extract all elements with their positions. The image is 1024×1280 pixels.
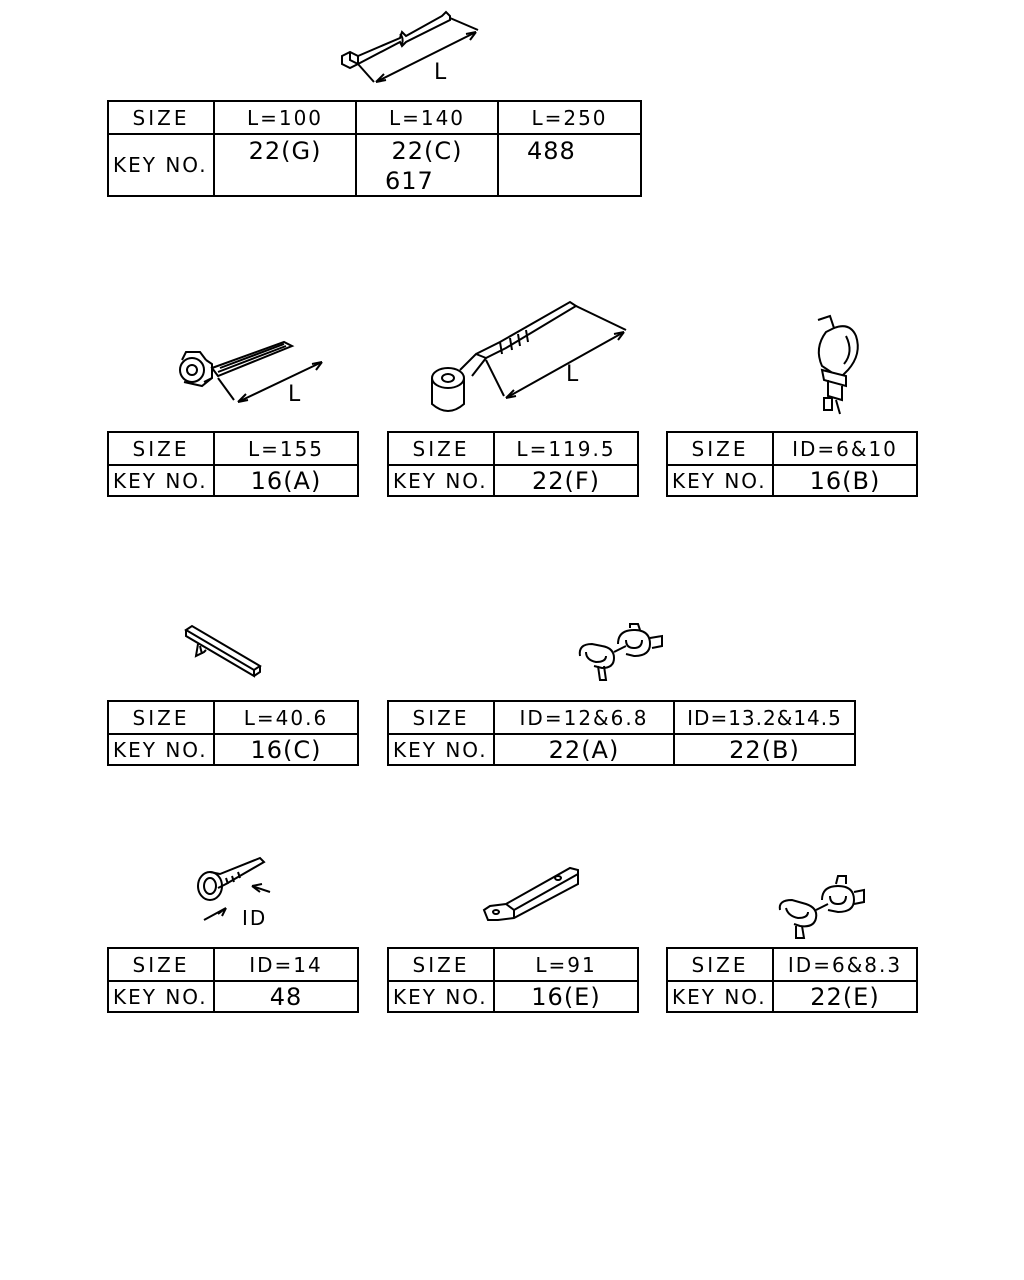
- key-number: 22(A): [494, 734, 674, 765]
- key-no-header: KEY NO.: [108, 981, 214, 1012]
- key-no-header: KEY NO.: [388, 465, 494, 496]
- key-number: 16(C): [214, 734, 358, 765]
- spec-table-p1: [107, 100, 642, 197]
- spec-table-p6: [387, 700, 856, 766]
- key-number-extra: 617: [385, 167, 434, 195]
- size-value: L=250: [498, 101, 641, 134]
- key-number: 16(A): [214, 465, 358, 496]
- length-dimension-label: L: [288, 382, 301, 407]
- size-value: L=91: [494, 948, 638, 981]
- key-number: 22(F): [494, 465, 638, 496]
- key-number: 48: [214, 981, 358, 1012]
- spec-table-p4: [666, 431, 918, 497]
- key-number: 16(E): [494, 981, 638, 1012]
- size-header: SIZE: [108, 432, 214, 465]
- size-value: L=155: [214, 432, 358, 465]
- size-value: ID=14: [214, 948, 358, 981]
- size-value: L=100: [214, 101, 356, 134]
- size-value: L=119.5: [494, 432, 638, 465]
- key-number: 488: [498, 134, 641, 196]
- key-no-header: KEY NO.: [108, 134, 214, 196]
- key-no-header: KEY NO.: [667, 465, 773, 496]
- size-value: L=140: [356, 101, 498, 134]
- size-header: SIZE: [108, 101, 214, 134]
- cable-tie-mount-icon: [420, 296, 634, 420]
- spec-table-p8: [387, 947, 639, 1013]
- inner-diameter-dimension-label: ID: [242, 906, 268, 930]
- key-number: 22(C): [391, 137, 463, 165]
- size-header: SIZE: [388, 432, 494, 465]
- spec-table-p2: [107, 431, 359, 497]
- length-dimension-label: L: [434, 60, 447, 85]
- spec-table-p5: [107, 700, 359, 766]
- pipe-clamp-icon: [776, 872, 868, 940]
- size-header: SIZE: [667, 948, 773, 981]
- key-number: 22(E): [773, 981, 917, 1012]
- size-value: ID=12&6.8: [494, 701, 674, 734]
- key-number: 22(G): [214, 134, 356, 196]
- key-no-header: KEY NO.: [388, 734, 494, 765]
- key-number: 22(B): [674, 734, 855, 765]
- spec-table-p9: [666, 947, 918, 1013]
- hose-clip-icon: [190, 852, 280, 932]
- band-clip-icon: [182, 622, 264, 680]
- key-no-header: KEY NO.: [388, 981, 494, 1012]
- size-value: L=40.6: [214, 701, 358, 734]
- size-value: ID=13.2&14.5: [674, 701, 855, 734]
- spec-table-p7: [107, 947, 359, 1013]
- spec-table-p3: [387, 431, 639, 497]
- key-cell: [356, 134, 498, 196]
- flat-bracket-icon: [480, 864, 584, 926]
- size-value: ID=6&8.3: [773, 948, 917, 981]
- size-header: SIZE: [108, 701, 214, 734]
- cable-tie-icon: [330, 4, 490, 90]
- size-value: ID=6&10: [773, 432, 917, 465]
- size-header: SIZE: [667, 432, 773, 465]
- cable-tie-clamp-icon: [172, 338, 332, 410]
- size-header: SIZE: [388, 701, 494, 734]
- size-header: SIZE: [388, 948, 494, 981]
- key-no-header: KEY NO.: [108, 465, 214, 496]
- length-dimension-label: L: [566, 362, 579, 387]
- key-number: 16(B): [773, 465, 917, 496]
- double-clamp-icon: [574, 622, 666, 684]
- size-header: SIZE: [108, 948, 214, 981]
- key-no-header: KEY NO.: [667, 981, 773, 1012]
- harness-clip-icon: [806, 314, 866, 418]
- key-no-header: KEY NO.: [108, 734, 214, 765]
